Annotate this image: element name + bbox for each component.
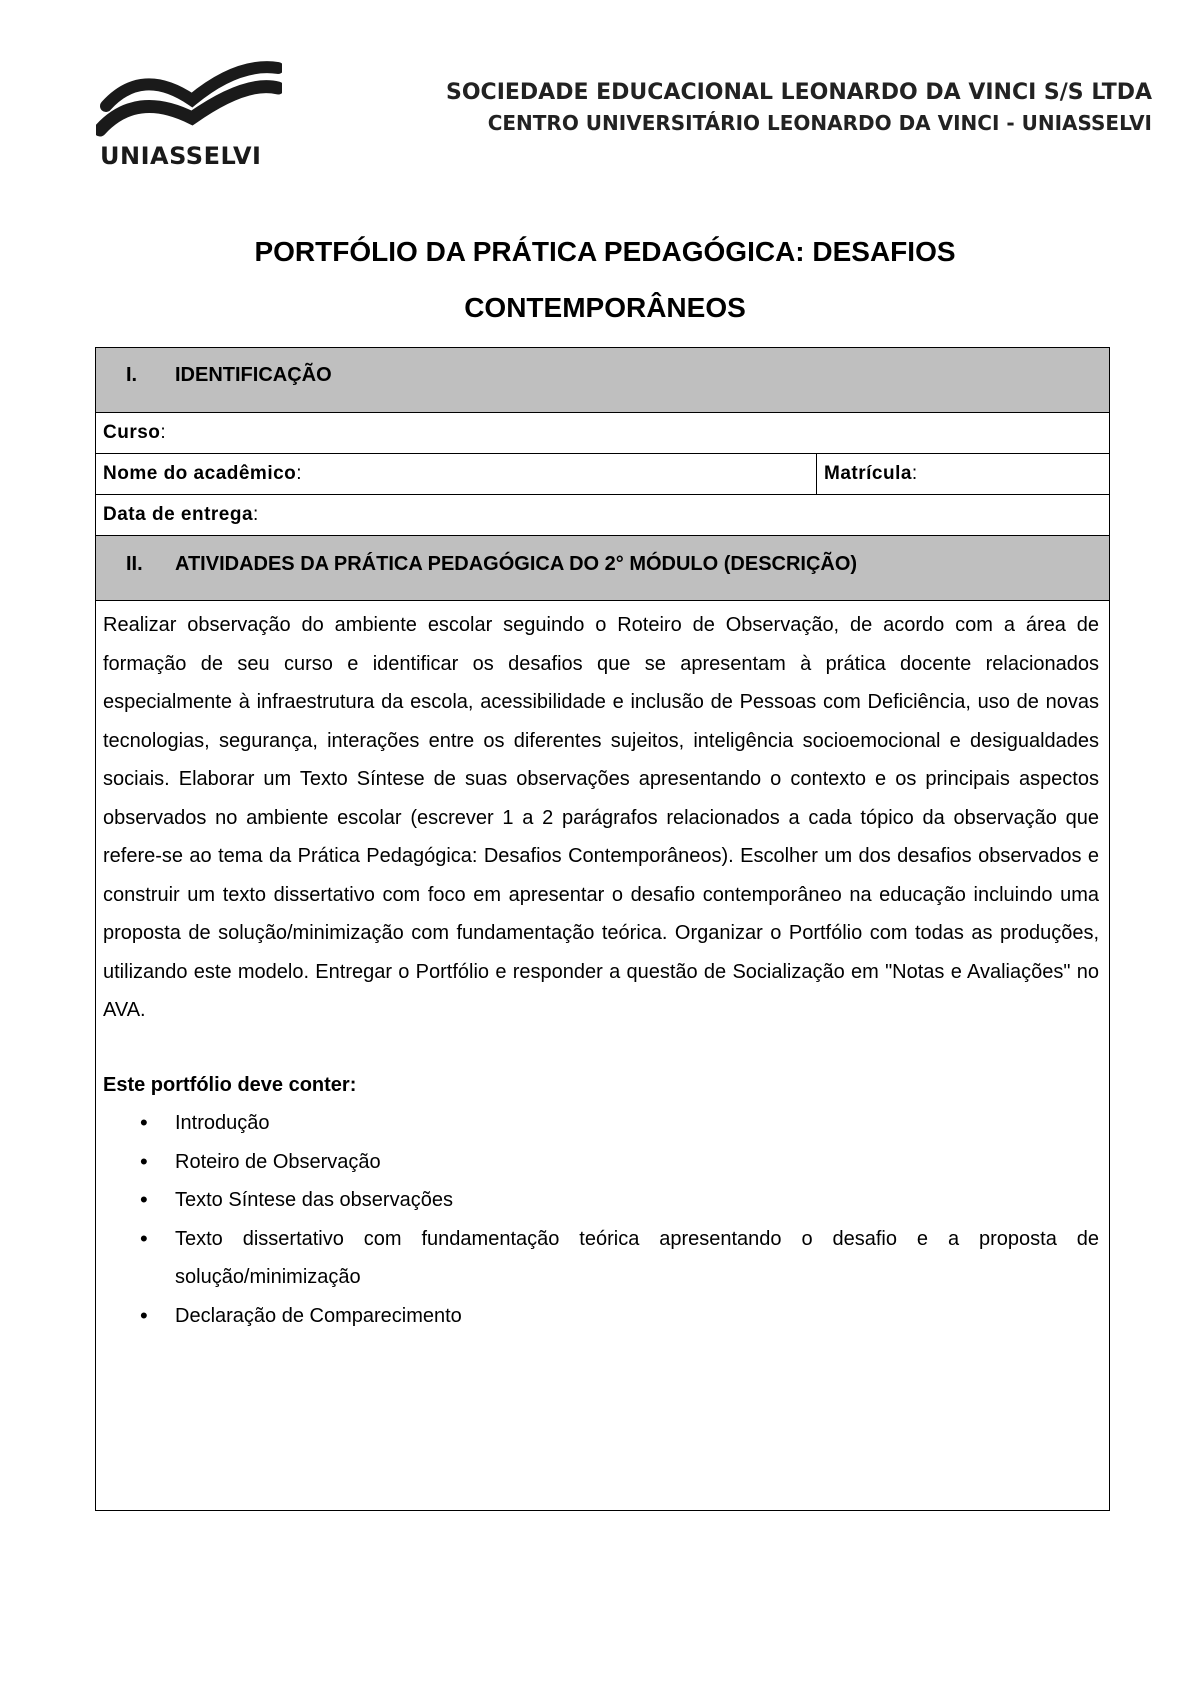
nome-matricula-row bbox=[96, 454, 1109, 495]
colon: : bbox=[911, 463, 918, 484]
nome-academico-label: Nome do acadêmico bbox=[103, 463, 297, 484]
contents-heading: Este portfólio deve conter: bbox=[103, 1073, 357, 1096]
logo-text: UNIASSELVI bbox=[100, 142, 262, 170]
section-atividades-header bbox=[96, 536, 1109, 601]
nome-academico-field[interactable] bbox=[103, 463, 302, 485]
data-entrega-field-row[interactable] bbox=[96, 495, 1109, 536]
section-number: II. bbox=[126, 553, 143, 575]
list-item: • Declaração de Comparecimento bbox=[103, 1297, 1099, 1336]
university-name: CENTRO UNIVERSITÁRIO LEONARDO DA VINCI - UNIASSELVI bbox=[487, 111, 1152, 135]
section-identificacao-header bbox=[96, 348, 1109, 413]
data-entrega-label: Data de entrega bbox=[103, 504, 254, 525]
logo-arcs-icon bbox=[96, 60, 282, 146]
list-item: • Roteiro de Observação bbox=[103, 1143, 1099, 1182]
matricula-field[interactable] bbox=[824, 463, 917, 485]
data-entrega-field bbox=[103, 504, 258, 526]
curso-field bbox=[103, 422, 166, 444]
list-item: • Introdução bbox=[103, 1104, 1099, 1143]
colon: : bbox=[160, 422, 166, 443]
list-item: • Texto Síntese das observações bbox=[103, 1181, 1099, 1220]
matricula-label: Matrícula bbox=[824, 463, 912, 484]
colon: : bbox=[296, 463, 302, 484]
curso-field-row[interactable] bbox=[96, 413, 1109, 454]
document-title-line2: CONTEMPORÂNEOS bbox=[464, 292, 746, 323]
document-title-line1: PORTFÓLIO DA PRÁTICA PEDAGÓGICA: DESAFIOS bbox=[254, 236, 956, 267]
colon: : bbox=[253, 504, 259, 525]
uniasselvi-logo bbox=[88, 46, 294, 188]
section-label: IDENTIFICAÇÃO bbox=[175, 364, 332, 386]
institution-header bbox=[446, 78, 1152, 138]
contents-list bbox=[103, 1104, 1099, 1335]
activity-description-cell bbox=[103, 601, 1099, 1335]
section-number: I. bbox=[126, 364, 138, 386]
curso-label: Curso bbox=[103, 422, 161, 443]
description-paragraph: Realizar observação do ambiente escolar seguindo o Roteiro de Observação, de acordo com a área de formação de seu curso e identificar os desafios que se apresentam à prática docente relacionados especialmente à infraestrutura da escola, acessibilidade e inclusão de Pessoas com Deficiência, uso de novas tecnologias, segurança, interações entre os diferentes sujeitos, inteligência socioemocional e desigualdades sociais. Elaborar um Texto Síntese de suas observações apresentando o contexto e os principais aspectos observados no ambiente escolar (escrever 1 a 2 parágrafos relacionados a cada tópico da observação que refere-se ao tema da Prática Pedagógica: Desafios Contemporâneos). Escolher um dos desafios observados e construir um texto dissertativo com foco em apresentar o desafio contemporâneo na educação incluindo uma proposta de solução/minimização com fundamentação teórica. Organizar o Portfólio com todas as produções, utilizando este modelo. Entregar o Portfólio e responder a questão de Socialização em "Notas e Avaliações" no AVA. bbox=[103, 614, 1099, 1021]
list-item: • Texto dissertativo com fundamentação teórica apresentando o desafio e a proposta de solução/minimização bbox=[103, 1220, 1099, 1297]
portfolio-form-table bbox=[95, 347, 1110, 1511]
institution-name: SOCIEDADE EDUCACIONAL LEONARDO DA VINCI S/S LTDA bbox=[446, 80, 1152, 105]
section-label: ATIVIDADES DA PRÁTICA PEDAGÓGICA DO 2° MÓDULO (DESCRIÇÃO) bbox=[175, 553, 858, 575]
column-divider bbox=[816, 454, 817, 494]
